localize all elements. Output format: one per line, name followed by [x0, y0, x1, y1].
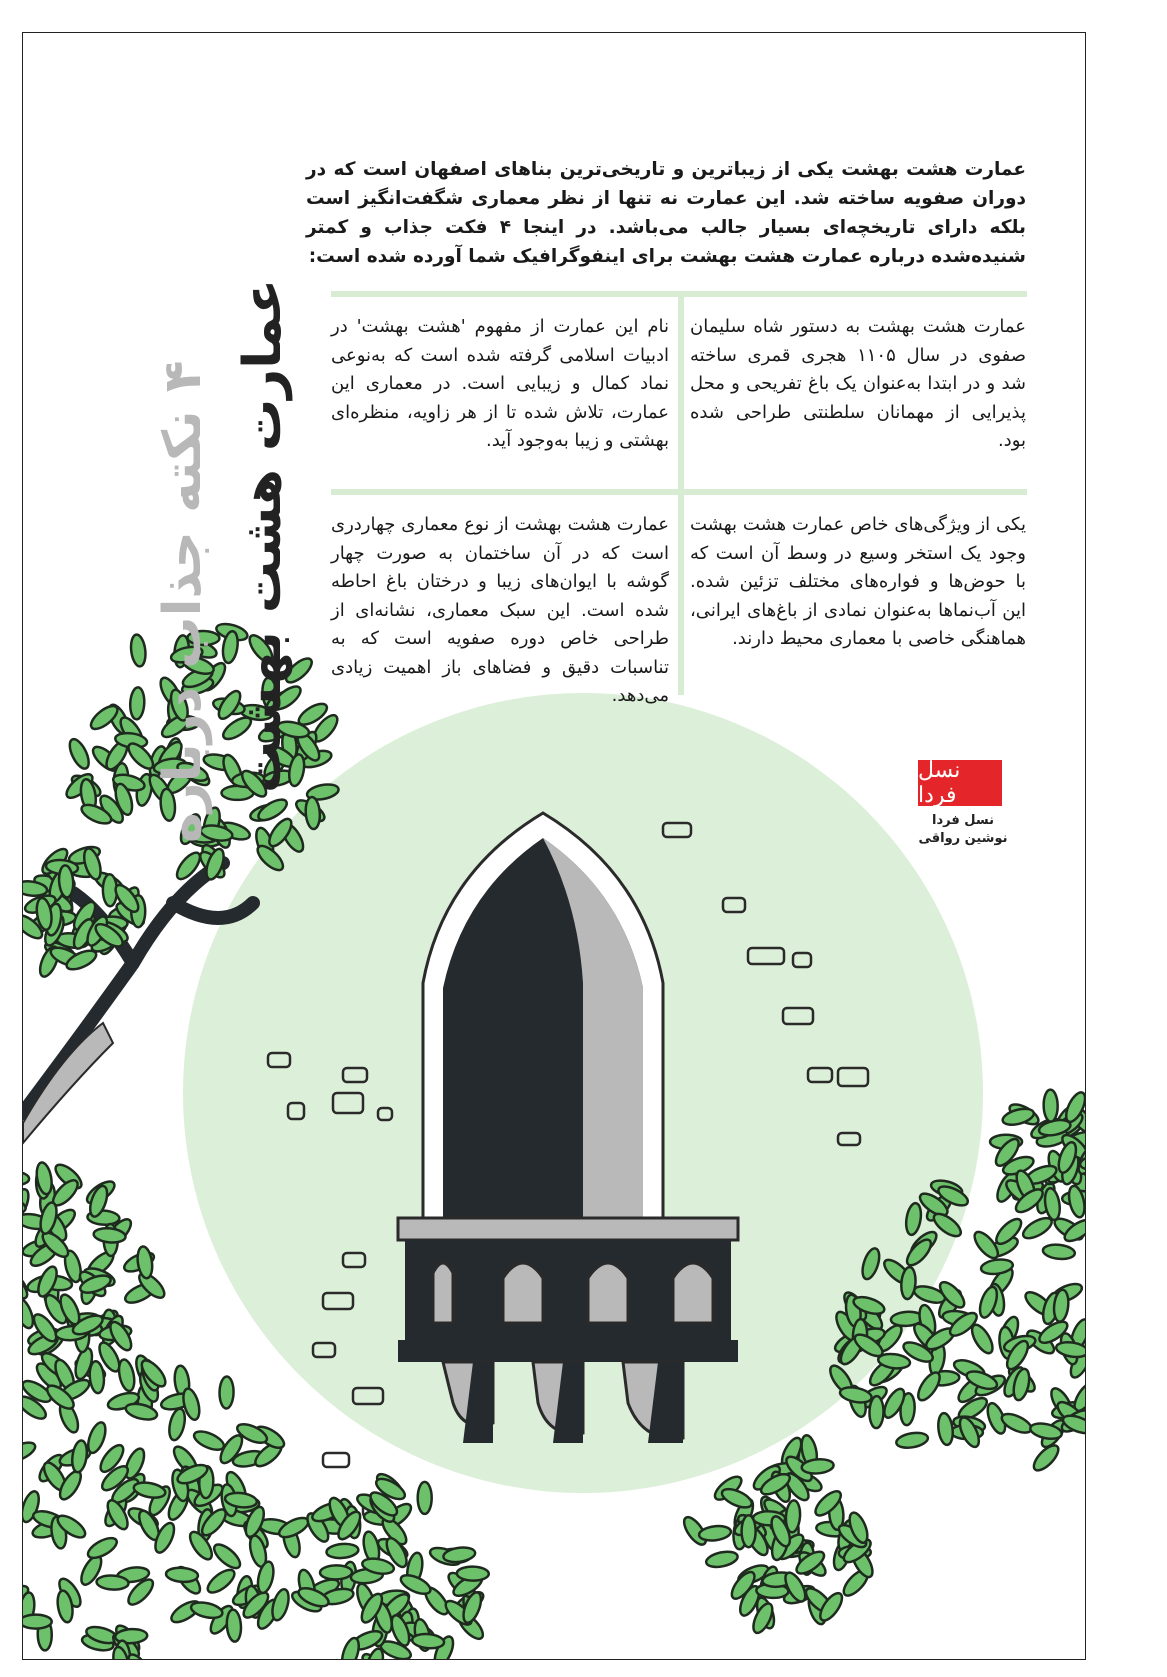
leaf: [698, 1524, 731, 1542]
leaf: [124, 1401, 158, 1422]
leaf: [210, 1541, 243, 1573]
leaf: [167, 1407, 188, 1441]
leaf: [116, 1358, 136, 1392]
leaf: [85, 1534, 120, 1562]
leaf: [88, 1361, 105, 1394]
leaf: [85, 1420, 109, 1455]
leaf: [1043, 1187, 1062, 1221]
leaf: [66, 736, 93, 771]
credit-publication: نسل فردا: [932, 813, 994, 828]
publication-logo: نسل فردا: [918, 760, 1002, 806]
credit-author: نوشین رواقی: [918, 831, 1008, 846]
fact-4: عمارت هشت بهشت از نوع معماری چهاردری است که در آن ساختمان به صورت چهار گوشه با ایوان‌های زیبا و درختان باغ احاطه شده است. این سبک معماری، نشانه‌ای از طراحی خاص دوره صفویه است که به تناسبات دقیق و فضاهای باز اهمیت زیادی می‌دهد.: [331, 514, 669, 706]
leaf: [339, 1636, 362, 1660]
leaf: [412, 1633, 445, 1650]
intro-paragraph: عمارت هشت بهشت یکی از زیباترین و تاریخی‌ترین بناهای اصفهان است که در دوران صفویه ساخته شد. این عمارت نه تنها از نظر معماری شگفت‌انگیز است بلکه دارای تاریخچه‌ای بسیار جالب می‌باشد. در اینجا ۴ فکت جذاب و کمتر شنیده‌شده درباره عمارت هشت بهشت برای اینفوگرافیک شما آورده شده است:: [306, 159, 1026, 267]
leaf: [398, 1659, 414, 1660]
title-block: [133, 153, 333, 873]
leaf: [705, 1549, 739, 1569]
title-line-2: عمارت هشت بهشت: [233, 278, 293, 793]
leaf: [23, 1615, 52, 1629]
leaf: [23, 1439, 38, 1465]
leaf: [269, 1587, 291, 1622]
leaf: [839, 1385, 873, 1405]
leaf: [136, 1246, 154, 1280]
fact-1: عمارت هشت بهشت به دستور شاه سلیمان صفوی در سال ۱۱۰۵ هجری قمری ساخته شد و در ابتدا به‌عنوان یک باغ تفریحی و محل پذیرایی از مهمانان سلطنتی طراحی شده بود.: [690, 316, 1027, 451]
leaf: [191, 1428, 226, 1454]
leaf: [96, 1575, 129, 1591]
leaf: [418, 1482, 432, 1514]
leaf: [320, 1565, 352, 1580]
leaf: [869, 1396, 884, 1428]
infographic-page: [22, 32, 1086, 1660]
leaf: [70, 1440, 88, 1474]
leaf: [226, 1609, 242, 1642]
title-line-1: ۴ نکته جذاب درباره: [153, 360, 213, 843]
leaf: [133, 1480, 167, 1500]
leaf: [204, 1566, 238, 1597]
leaf: [23, 1466, 24, 1488]
fact-3: یکی از ویژگی‌های خاص عمارت هشت بهشت وجود یک استخر وسیع در وسط آن است که با حوض‌ها و فواره‌های مختلف تزئین شده. این آب‌نماها به‌عنوان نمادی از باغ‌های ایرانی، هماهنگی خاصی با معماری محیط دارند.: [690, 514, 1026, 649]
leaf: [190, 1600, 224, 1621]
leaf: [219, 1376, 234, 1408]
leaf: [1042, 1243, 1075, 1260]
leaf: [1043, 1089, 1058, 1121]
leaf: [742, 1515, 756, 1547]
fact-2: نام این عمارت از مفهوم 'هشت بهشت' در ادبیات اسلامی گرفته شده است که به‌نوعی نماد کمال و زیبایی است. در معماری این عمارت، تلاش شده تا از هر زاویه، منظره‌ای بهشتی و زیبا به‌وجود آید.: [331, 316, 669, 451]
divider-vertical: [678, 295, 684, 695]
leaf: [457, 1566, 489, 1581]
leaf: [166, 1567, 199, 1583]
leaf: [326, 1543, 359, 1560]
leaf: [937, 1412, 955, 1445]
leaf: [23, 1171, 29, 1186]
leaf: [895, 1431, 929, 1450]
